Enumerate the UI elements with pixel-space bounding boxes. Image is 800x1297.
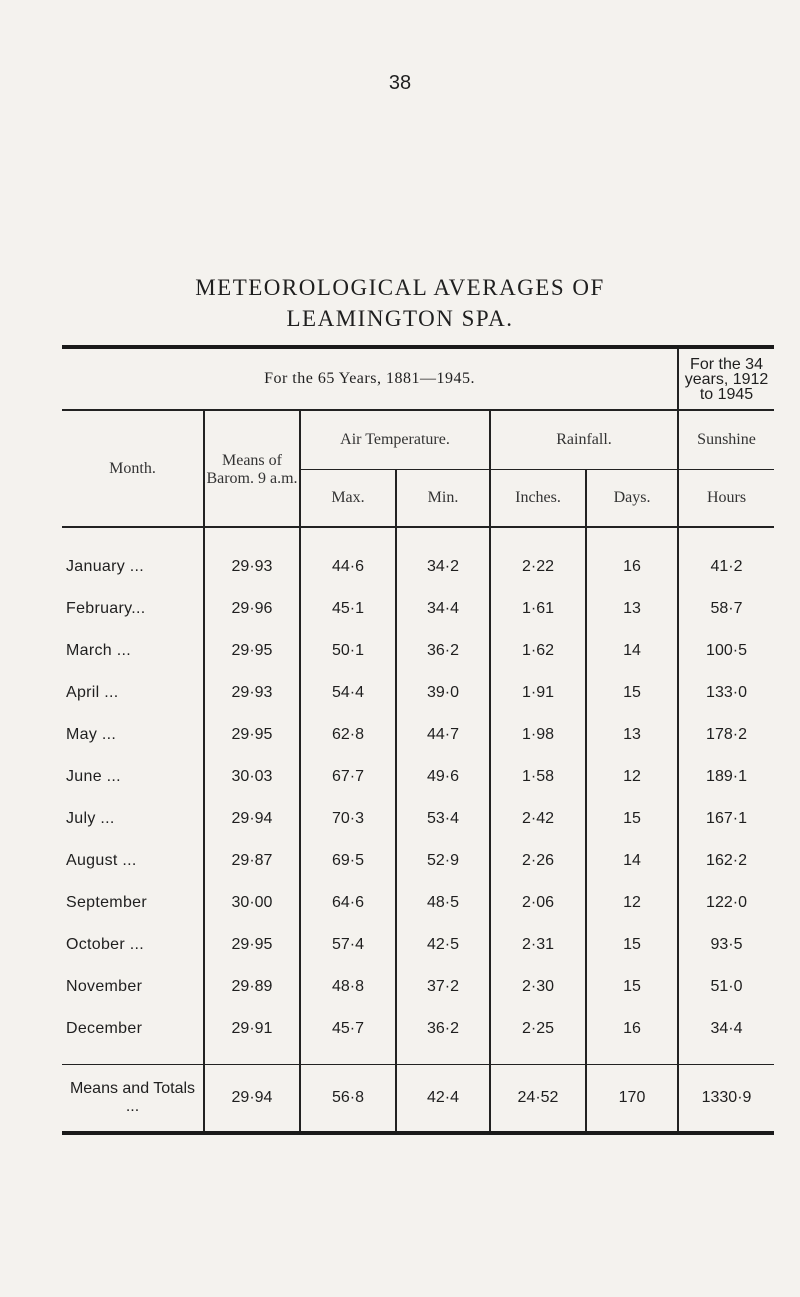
hours-cell: 41·2 xyxy=(710,558,743,575)
title-line-2: LEAMINGTON SPA. xyxy=(286,306,514,331)
min-cell: 49·6 xyxy=(396,756,490,798)
inches-cell: 2·22 xyxy=(490,527,586,588)
month-cell: March ... xyxy=(62,630,204,672)
page-title xyxy=(0,272,800,334)
month-cell: August ... xyxy=(62,840,204,882)
period-header: For the 65 Years, 1881—1945. xyxy=(62,347,678,410)
inches-cell: 2·31 xyxy=(490,924,586,966)
hours-cell: 100·5 xyxy=(706,642,747,659)
max-cell: 45·1 xyxy=(300,588,396,630)
barom-cell: 29·95 xyxy=(204,630,300,672)
barom-cell: 29·95 xyxy=(204,924,300,966)
days-cell: 15 xyxy=(586,672,678,714)
max-cell: 48·8 xyxy=(300,966,396,1008)
max-cell: 64·6 xyxy=(300,882,396,924)
inches-cell: 1·62 xyxy=(490,630,586,672)
month-cell: July ... xyxy=(62,798,204,840)
min-cell: 48·5 xyxy=(396,882,490,924)
month-cell: December xyxy=(62,1008,204,1065)
barom-cell: 29·94 xyxy=(204,798,300,840)
barom-cell: 29·93 xyxy=(204,527,300,588)
max-cell: 54·4 xyxy=(300,672,396,714)
totals-hours: 1330·9 xyxy=(678,1065,774,1134)
month-cell: May ... xyxy=(62,714,204,756)
hours-cell: 122·0 xyxy=(706,894,747,911)
totals-inches: 24·52 xyxy=(490,1065,586,1134)
hours-cell: 51·0 xyxy=(710,978,743,995)
days-cell: 15 xyxy=(586,966,678,1008)
inches-cell: 1·61 xyxy=(490,588,586,630)
month-cell: October ... xyxy=(62,924,204,966)
days-cell: 15 xyxy=(586,798,678,840)
table-row xyxy=(62,756,774,798)
max-cell: 70·3 xyxy=(300,798,396,840)
hours-cell: 189·1 xyxy=(706,768,747,785)
inches-cell: 1·98 xyxy=(490,714,586,756)
barom-cell: 29·96 xyxy=(204,588,300,630)
inches-cell: 1·91 xyxy=(490,672,586,714)
table-row xyxy=(62,527,774,588)
inches-cell: 2·30 xyxy=(490,966,586,1008)
min-cell: 34·4 xyxy=(396,588,490,630)
month-cell: April ... xyxy=(62,672,204,714)
days-cell: 12 xyxy=(586,756,678,798)
min-cell: 39·0 xyxy=(396,672,490,714)
hours-cell: 178·2 xyxy=(706,726,747,743)
month-cell: January ... xyxy=(62,527,204,588)
page-number: 38 xyxy=(388,72,412,94)
hours-cell: 133·0 xyxy=(706,684,747,701)
max-cell: 69·5 xyxy=(300,840,396,882)
table-row xyxy=(62,672,774,714)
min-cell: 36·2 xyxy=(396,630,490,672)
barom-cell: 29·87 xyxy=(204,840,300,882)
totals-barom: 29·94 xyxy=(204,1065,300,1134)
month-cell: September xyxy=(62,882,204,924)
max-temp-header: Max. xyxy=(300,470,396,528)
days-cell: 12 xyxy=(586,882,678,924)
hours-cell: 93·5 xyxy=(710,936,743,953)
days-cell: 16 xyxy=(586,1008,678,1065)
min-cell: 37·2 xyxy=(396,966,490,1008)
rain-days-header: Days. xyxy=(586,470,678,528)
max-cell: 50·1 xyxy=(300,630,396,672)
rain-inches-header: Inches. xyxy=(490,470,586,528)
min-cell: 52·9 xyxy=(396,840,490,882)
inches-cell: 2·26 xyxy=(490,840,586,882)
title-line-1: METEOROLOGICAL AVERAGES OF xyxy=(195,275,605,300)
sunshine-header: Sunshine xyxy=(697,431,756,448)
month-column-header: Month. xyxy=(62,410,204,527)
table-row xyxy=(62,1008,774,1065)
totals-days: 170 xyxy=(586,1065,678,1134)
barometer-column-header: Means of Barom. 9 a.m. xyxy=(204,410,300,527)
table-row xyxy=(62,798,774,840)
table-row xyxy=(62,924,774,966)
hours-cell: 58·7 xyxy=(710,600,743,617)
air-temperature-header: Air Temperature. xyxy=(300,410,490,470)
days-cell: 13 xyxy=(586,588,678,630)
meteorological-averages-table xyxy=(62,345,774,1135)
max-cell: 67·7 xyxy=(300,756,396,798)
barom-cell: 30·00 xyxy=(204,882,300,924)
table-row xyxy=(62,714,774,756)
min-cell: 36·2 xyxy=(396,1008,490,1065)
month-cell: June ... xyxy=(62,756,204,798)
max-cell: 44·6 xyxy=(300,527,396,588)
inches-cell: 2·06 xyxy=(490,882,586,924)
table-row xyxy=(62,840,774,882)
inches-cell: 2·25 xyxy=(490,1008,586,1065)
totals-label: Means and Totals ... xyxy=(62,1065,204,1134)
barom-cell: 29·91 xyxy=(204,1008,300,1065)
days-cell: 15 xyxy=(586,924,678,966)
min-cell: 53·4 xyxy=(396,798,490,840)
days-cell: 13 xyxy=(586,714,678,756)
max-cell: 57·4 xyxy=(300,924,396,966)
totals-row xyxy=(62,1065,774,1134)
table-row xyxy=(62,630,774,672)
month-cell: February... xyxy=(62,588,204,630)
days-cell: 16 xyxy=(586,527,678,588)
inches-cell: 2·42 xyxy=(490,798,586,840)
table-row xyxy=(62,966,774,1008)
totals-max: 56·8 xyxy=(300,1065,396,1134)
hours-cell: 34·4 xyxy=(710,1020,743,1037)
min-cell: 34·2 xyxy=(396,527,490,588)
barom-cell: 29·93 xyxy=(204,672,300,714)
sunshine-hours-header: Hours xyxy=(678,470,774,528)
sunshine-period-header: For the 34 years, 1912 to 1945 xyxy=(678,347,774,410)
min-cell: 44·7 xyxy=(396,714,490,756)
barom-cell: 29·95 xyxy=(204,714,300,756)
barom-cell: 29·89 xyxy=(204,966,300,1008)
month-cell: November xyxy=(62,966,204,1008)
hours-cell: 167·1 xyxy=(706,810,747,827)
rainfall-header: Rainfall. xyxy=(490,410,678,470)
totals-min: 42·4 xyxy=(396,1065,490,1134)
min-temp-header: Min. xyxy=(396,470,490,528)
table-row xyxy=(62,882,774,924)
hours-cell: 162·2 xyxy=(706,852,747,869)
max-cell: 45·7 xyxy=(300,1008,396,1065)
table-row xyxy=(62,588,774,630)
max-cell: 62·8 xyxy=(300,714,396,756)
min-cell: 42·5 xyxy=(396,924,490,966)
days-cell: 14 xyxy=(586,840,678,882)
inches-cell: 1·58 xyxy=(490,756,586,798)
days-cell: 14 xyxy=(586,630,678,672)
barom-cell: 30·03 xyxy=(204,756,300,798)
